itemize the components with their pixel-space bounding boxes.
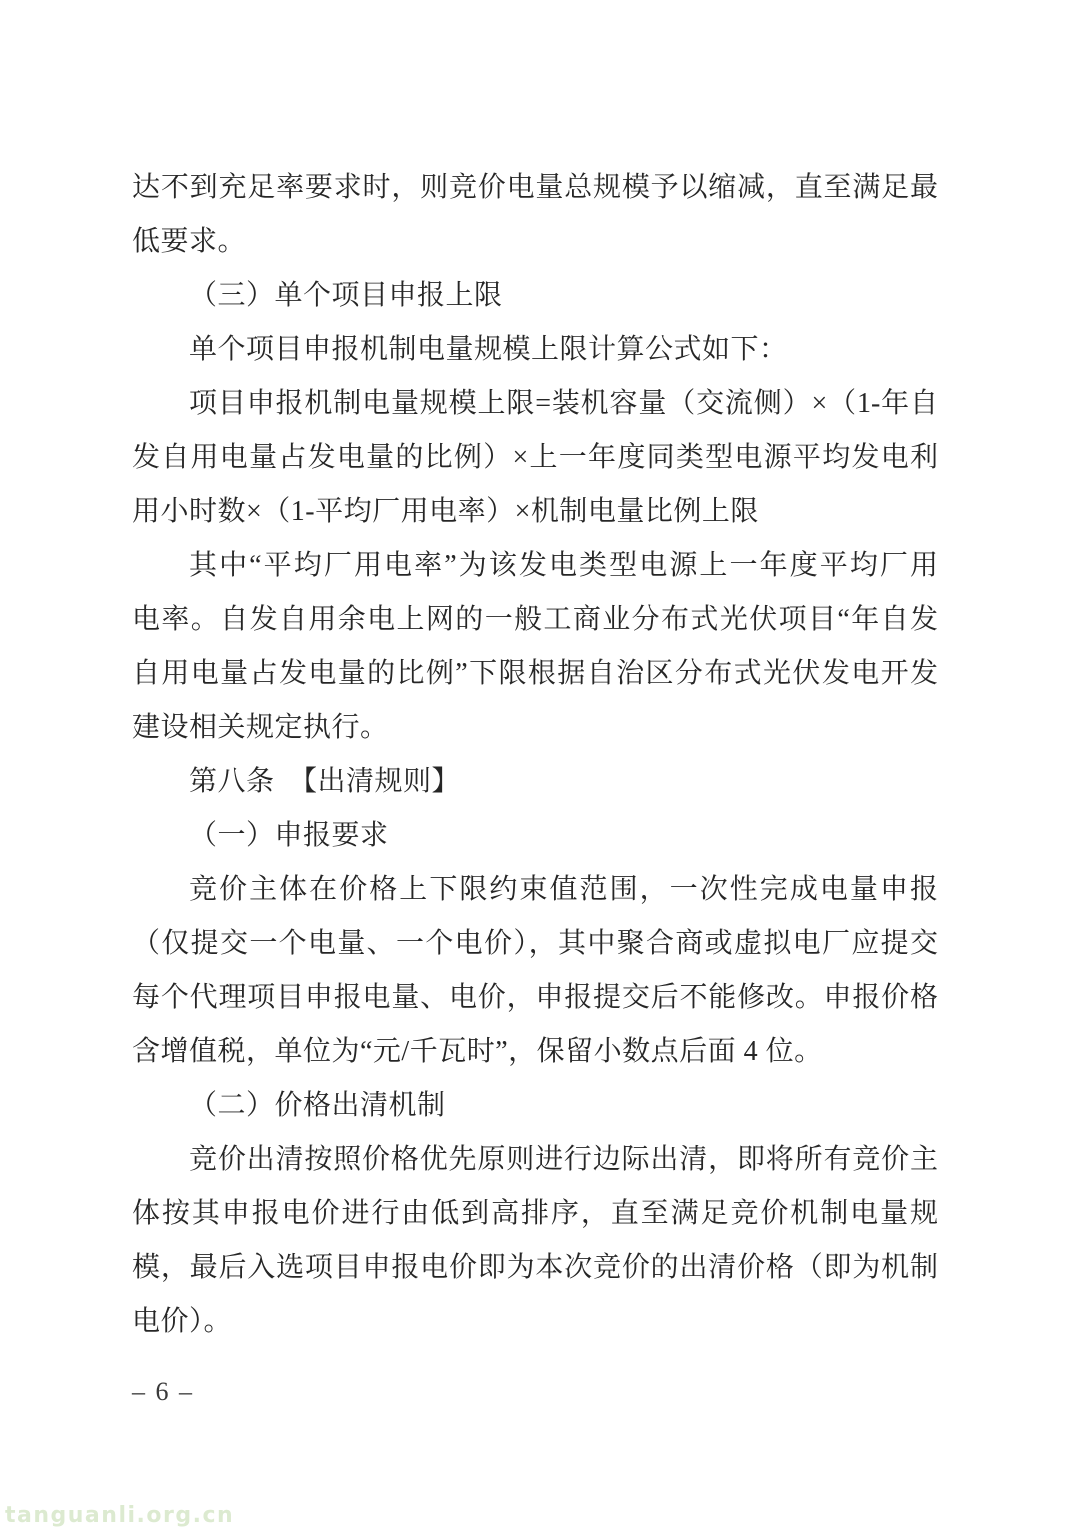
- section-heading: （二）价格出清机制: [189, 1090, 446, 1121]
- text-line: 低要求。: [132, 226, 247, 257]
- section-heading: （三）单个项目申报上限: [189, 280, 503, 311]
- formula-line: 用小时数×（1-平均厂用电率）×机制电量比例上限: [132, 496, 759, 527]
- document-body: [132, 161, 938, 1349]
- text-line: 竞价出清按照价格优先原则进行边际出清，即将所有竞价主: [189, 1144, 938, 1175]
- text-line: 达不到充足率要求时，则竞价电量总规模予以缩减，直至满足最: [132, 172, 938, 203]
- formula-line: 发自用电量占发电量的比例）×上一年度同类型电源平均发电利: [132, 442, 938, 473]
- text-line: 每个代理项目申报电量、电价，申报提交后不能修改。申报价格: [132, 982, 938, 1013]
- text-line: 单个项目申报机制电量规模上限计算公式如下：: [189, 334, 788, 365]
- watermark-text: tanguanli.org.cn: [5, 1503, 235, 1528]
- article-heading: 第八条 【出清规则】: [189, 766, 461, 797]
- text-line: 体按其申报电价进行由低到高排序，直至满足竞价机制电量规: [132, 1198, 938, 1229]
- page-number: – 6 –: [132, 1377, 194, 1406]
- section-heading: （一）申报要求: [189, 820, 389, 851]
- text-line: 电率。自发自用余电上网的一般工商业分布式光伏项目“年自发: [132, 604, 938, 635]
- text-line: 含增值税，单位为“元/千瓦时”，保留小数点后面 4 位。: [132, 1036, 823, 1067]
- text-line: 电价）。: [132, 1306, 233, 1337]
- text-line: 模，最后入选项目申报电价即为本次竞价的出清价格（即为机制: [132, 1252, 938, 1283]
- text-line: 自用电量占发电量的比例”下限根据自治区分布式光伏发电开发: [132, 658, 938, 689]
- text-line: 建设相关规定执行。: [132, 712, 389, 743]
- text-line: （仅提交一个电量、一个电价），其中聚合商或虚拟电厂应提交: [132, 928, 938, 959]
- text-line: 其中“平均厂用电率”为该发电类型电源上一年度平均厂用: [189, 550, 938, 581]
- text-line: 竞价主体在价格上下限约束值范围，一次性完成电量申报: [189, 874, 938, 905]
- formula-line: 项目申报机制电量规模上限=装机容量（交流侧）×（1-年自: [189, 388, 938, 419]
